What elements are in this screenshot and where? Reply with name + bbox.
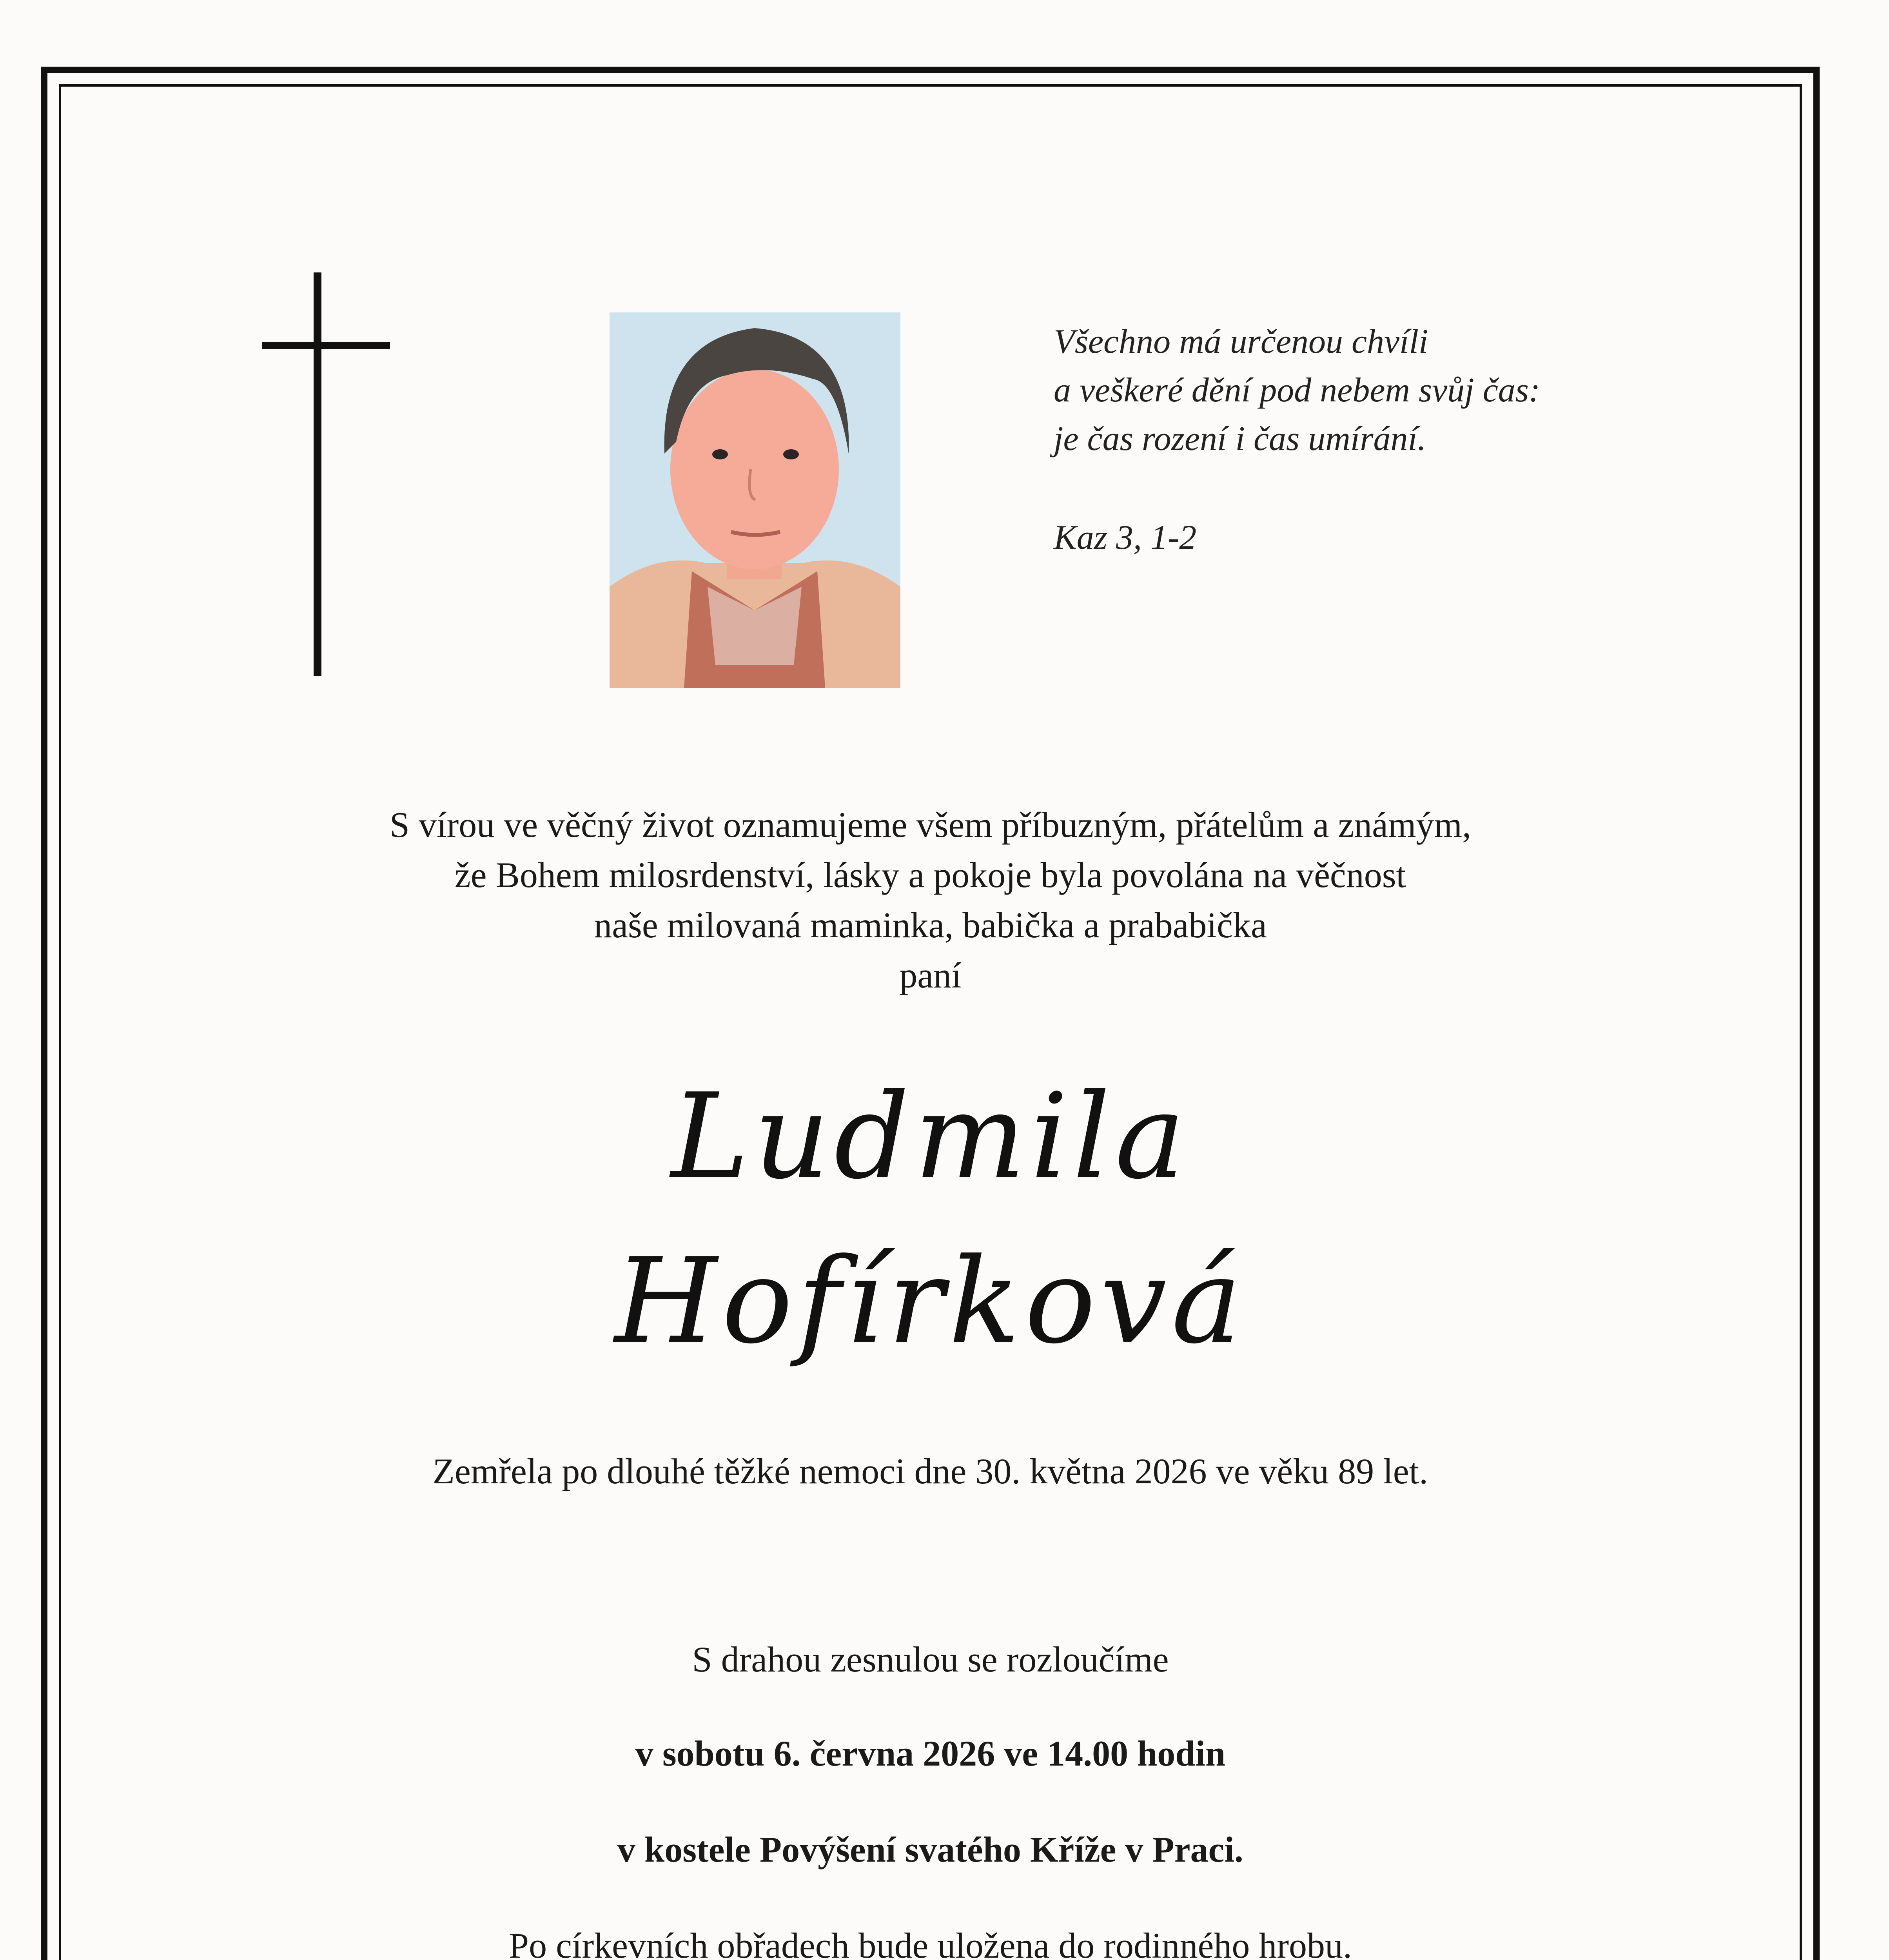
deceased-name [59,1054,1802,1384]
last-name: Hofírková [614,1233,1247,1370]
verse-reference: Kaz 3, 1-2 [1054,519,1197,557]
burial-text: Po církevních obřadech bude uložena do rodinného hrobu. [508,1926,1352,1960]
announcement-line: naše milovaná maminka, babička a prababička [594,905,1267,945]
farewell-text: S drahou zesnulou se rozloučíme [692,1639,1169,1679]
announcement-line: S vírou ve věčný život oznamujeme všem příbuzným, přátelům a známým, [389,805,1472,845]
verse-line: a veškeré dění pod nebem svůj čas: [1054,371,1541,409]
announcement-line: že Bohem milosrdenství, lásky a pokoje byla povolána na věčnost [454,855,1406,895]
bible-verse [1054,318,1700,562]
announcement-text [59,800,1802,1000]
portrait-illustration [610,312,900,688]
ceremony-place: v kostele Povýšení svatého Kříže v Praci. [617,1829,1243,1869]
left-eye [712,449,728,459]
ceremony-date: v sobotu 6. června 2026 ve 14.00 hodin [635,1733,1226,1773]
verse-line: Všechno má určenou chvíli [1054,323,1428,361]
portrait-photo [610,312,900,688]
announcement-line: paní [899,955,962,995]
cross-vertical-bar [314,272,321,676]
death-notice: Zemřela po dlouhé těžké nemoci dne 30. května 2026 ve věku 89 let. [432,1451,1428,1491]
right-eye [783,449,799,459]
first-name: Ludmila [671,1068,1190,1205]
cross-horizontal-bar [262,342,390,349]
verse-line: je čas rození i čas umírání. [1054,420,1426,458]
face [670,369,839,569]
